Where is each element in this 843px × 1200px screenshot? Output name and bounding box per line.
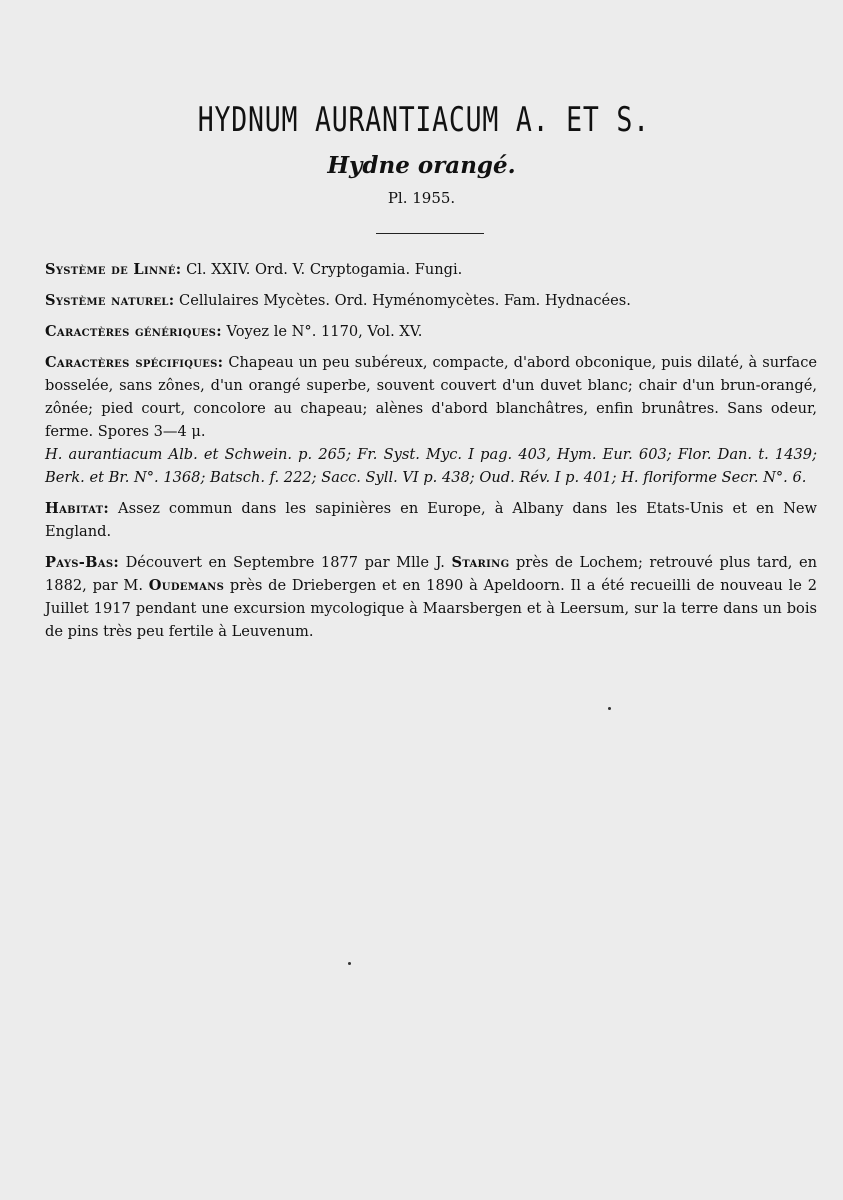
- references-entry: H. aurantiacum Alb. et Schwein. p. 265; Fr. Syst. Myc. I pag. 403, Hym. Eur. 603; Flor. Dan. t. 1439; Berk. et Br. N°. 1368; Batsch. f. 222; Sacc. Syll. VI p. 438; Oud. Rév. I p. 401; H. floriforme Secr. N°. 6.: [45, 446, 817, 486]
- paper-speck: [348, 962, 351, 965]
- netherlands-text-1: Découvert en Septembre 1877 par Mlle J.: [119, 554, 452, 571]
- netherlands-label: Pays-Bas:: [45, 554, 120, 571]
- paper-speck: [608, 707, 611, 710]
- habitat-entry: [45, 497, 817, 543]
- natural-system-label: Système naturel:: [45, 292, 175, 309]
- habitat-label: Habitat:: [45, 500, 110, 517]
- plate-number: Pl. 1955.: [387, 189, 456, 207]
- generic-characters-label: Caractères génériques:: [45, 323, 222, 340]
- species-title: HYDNUM AURANTIACUM A. ET S.: [197, 100, 650, 140]
- linne-system-entry: [45, 258, 817, 281]
- natural-system-entry: [45, 289, 817, 312]
- habitat-text: Assez commun dans les sapinières en Europe, à Albany dans les Etats-Unis et en New England.: [45, 500, 817, 540]
- netherlands-text-2: près de Lochem; retrouvé plus tard, en 1882, par M.: [45, 554, 817, 594]
- netherlands-entry: [45, 551, 817, 643]
- common-name-subtitle: Hydne orangé.: [327, 152, 516, 179]
- specific-characters-entry: [45, 351, 817, 443]
- generic-characters-entry: [45, 320, 817, 343]
- description-body: [45, 258, 817, 651]
- specific-characters-text: Chapeau un peu subéreux, compacte, d'abord obconique, puis dilaté, à surface bosselée, sans zônes, d'un orangé superbe, souvent couvert d'un duvet blanc; chair d'un brun-orangé, zônée; pied court, concolore au chapeau; alènes d'abord blanchâtres, enfin brunâtres. Sans odeur, ferme. Spores 3—4 μ.: [45, 354, 817, 440]
- generic-characters-text: Voyez le N°. 1170, Vol. XV.: [221, 323, 423, 340]
- netherlands-text-3: près de Driebergen et en 1890 à Apeldoorn. Il a été recueilli de nouveau le 2 Juillet 1917 pendant une excursion mycologique à Maarsbergen et à Leersum, sur la terre dans un bois de pins très peu fertile à Leuvenum.: [45, 577, 817, 640]
- collector-name-oudemans: Oudemans: [148, 577, 225, 594]
- specific-characters-label: Caractères spécifiques:: [45, 354, 224, 371]
- title-divider: [376, 233, 484, 234]
- natural-system-text: Cellulaires Mycètes. Ord. Hyménomycètes. Fam. Hydnacées.: [174, 292, 631, 309]
- linne-system-text: Cl. XXIV. Ord. V. Cryptogamia. Fungi.: [181, 261, 463, 278]
- collector-name-staring: Staring: [451, 554, 510, 571]
- linne-system-label: Système de Linné:: [45, 261, 182, 278]
